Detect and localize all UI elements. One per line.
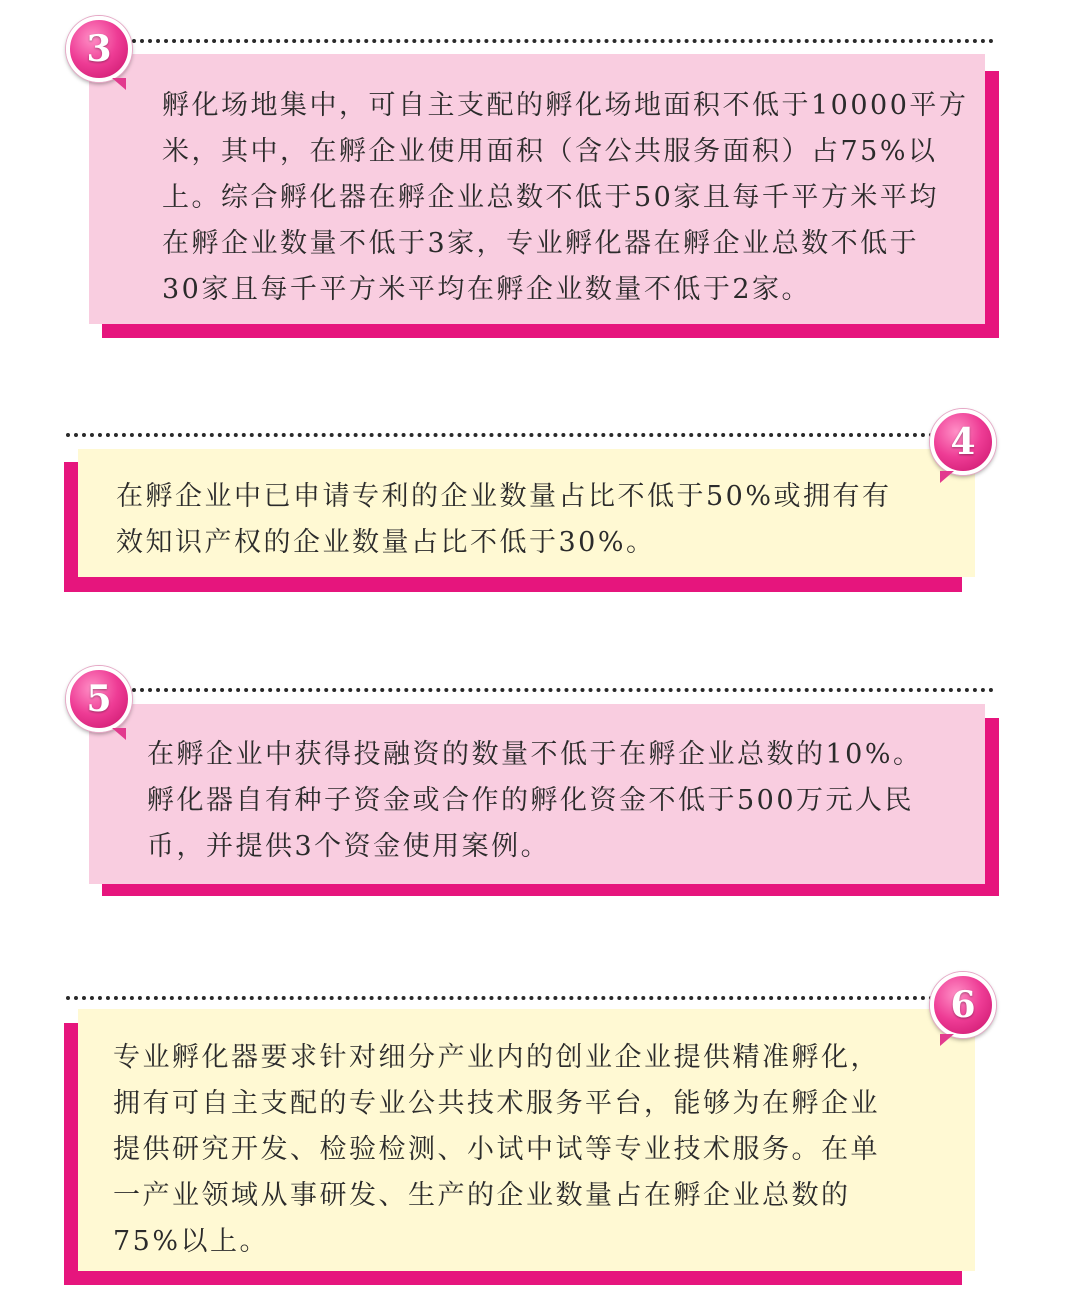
criteria-3-line-4: 在孵企业数量不低于3家，专业孵化器在孵企业总数不低于	[162, 228, 920, 259]
criteria-box-6	[78, 1009, 975, 1271]
criteria-box-5	[89, 704, 985, 884]
section-number-badge-5: 5	[66, 666, 132, 732]
section-number-badge-6: 6	[930, 972, 996, 1038]
criteria-6-line-1: 专业孵化器要求针对细分产业内的创业企业提供精准孵化，	[113, 1042, 880, 1073]
criteria-3-line-3: 上。综合孵化器在孵企业总数不低于50家且每千平方米平均	[162, 182, 939, 213]
dotted-divider-4	[66, 433, 934, 437]
criteria-5-line-1: 在孵企业中获得投融资的数量不低于在孵企业总数的10%。	[147, 739, 923, 770]
criteria-6-line-5: 75%以上。	[113, 1226, 270, 1257]
criteria-6-line-4: 一产业领域从事研发、生产的企业数量占在孵企业总数的	[113, 1180, 851, 1211]
section-number-badge-4: 4	[930, 409, 996, 475]
criteria-3-line-2: 米，其中，在孵企业使用面积（含公共服务面积）占75%以	[162, 136, 938, 167]
criteria-3-line-5: 30家且每千平方米平均在孵企业数量不低于2家。	[162, 274, 812, 305]
criteria-6-line-2: 拥有可自主支配的专业公共技术服务平台，能够为在孵企业	[113, 1088, 880, 1119]
section-number-badge-3: 3	[66, 16, 132, 82]
criteria-box-4	[78, 449, 975, 577]
criteria-box-3	[89, 54, 985, 324]
dotted-divider-5	[132, 688, 994, 692]
criteria-5-line-2: 孵化器自有种子资金或合作的孵化资金不低于500万元人民	[147, 785, 915, 816]
criteria-3-line-1: 孵化场地集中，可自主支配的孵化场地面积不低于10000平方	[162, 90, 969, 121]
dotted-divider-6	[66, 996, 934, 1000]
criteria-5-line-3: 币，并提供3个资金使用案例。	[147, 831, 551, 862]
criteria-6-line-3: 提供研究开发、检验检测、小试中试等专业技术服务。在单	[113, 1134, 880, 1165]
criteria-4-line-2: 效知识产权的企业数量占比不低于30%。	[116, 527, 656, 558]
dotted-divider-3	[132, 39, 994, 43]
criteria-4-line-1: 在孵企业中已申请专利的企业数量占比不低于50%或拥有有	[116, 481, 892, 512]
